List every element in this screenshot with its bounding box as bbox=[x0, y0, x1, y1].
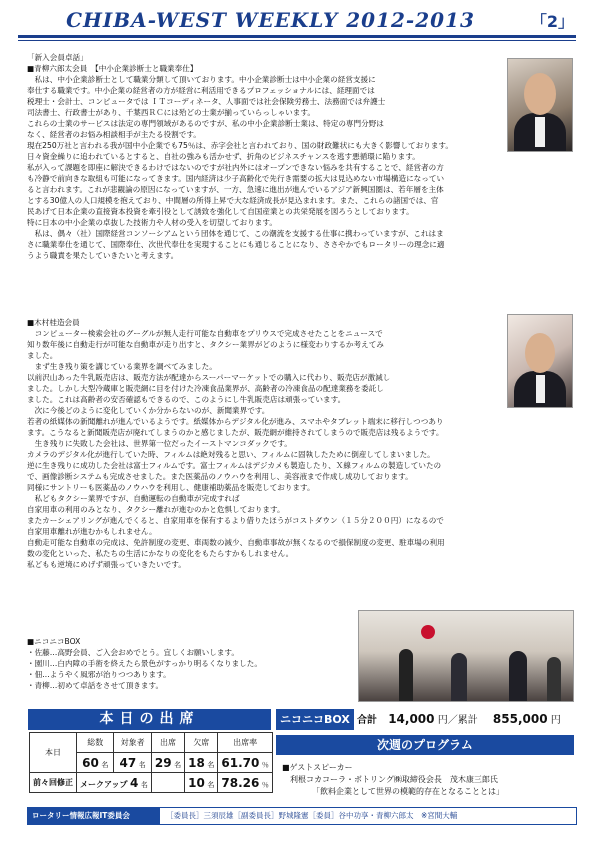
col-header: 出席率 bbox=[218, 733, 273, 753]
paragraph-line: 民あげて日本企業の直接資本投資を牽引役として誘致を強化して自国産業との共栄発展を図ろうとしております。 bbox=[27, 207, 414, 216]
guest-speaker-label: ■ゲストスピーカー bbox=[282, 763, 353, 772]
box-total-row bbox=[276, 709, 574, 730]
meeting-photo bbox=[358, 610, 574, 702]
box-cumulative: 855,000 bbox=[492, 712, 548, 726]
paragraph-line: ます。こうなると新聞販売店が廃れてしまうのかと感じましたが、販売網が維持されてしまうので販売店は残るようです。 bbox=[27, 428, 444, 437]
paragraph-line: も冷静で前向きな取組も可能になってきます。国内経済は少子高齢化で先行き需要の拡大は見込めない市場構造になってい bbox=[27, 174, 445, 183]
paragraph-line: ました。これは高齢者の安否確認もできるので、このようにし牛乳販売店は頑張っています。 bbox=[27, 395, 346, 404]
paragraph-line: うよう職責を果たしていきたいと考えます。 bbox=[27, 251, 179, 260]
paragraph-line: とする30億人の人口規模を抱えており、中間層の所得上昇で大な経済成長が見込まれます。また、これらの諸国では、官 bbox=[27, 196, 439, 205]
paragraph-line: 私は、偶々（社）国際経営コンソーシアムという団体を通じて、この潮流を支援する仕事に携わっていますが、これはま bbox=[27, 229, 444, 238]
prev-absent-count: 10 名 bbox=[185, 773, 218, 793]
next-program-title: 次週のプログラム bbox=[276, 735, 574, 755]
paragraph-line: 私どもも逆境にめげず頑張っていきたいです。 bbox=[27, 560, 186, 569]
total-count: 60 名 bbox=[77, 753, 114, 773]
person-shape bbox=[399, 649, 413, 701]
talk-title: 「飲料企業として世界の模範的存在となることとは」 bbox=[312, 787, 504, 796]
shirt-shape bbox=[536, 375, 545, 403]
prev-empty-cell bbox=[151, 773, 184, 793]
col-header: 欠席 bbox=[185, 733, 218, 753]
paragraph-line: 私どもタクシー業界ですが、自動運転の自動車が完成すれば bbox=[27, 494, 240, 503]
prev-rate: 78.26 ％ bbox=[218, 773, 273, 793]
nikoniko-heading: ■ニコニコBOX bbox=[27, 637, 81, 646]
speaker-photo-kimura bbox=[507, 314, 573, 408]
paragraph-line: 数の変化といった、私たちの生活にかなりの変化をもたらすかもしれません。 bbox=[27, 549, 294, 558]
box-today-value: 14,000 bbox=[388, 712, 435, 726]
nikoniko-line: ・園川…白内障の手術を終えたら景色がすっかり明るくなりました。 bbox=[27, 659, 262, 668]
paragraph-line: 生き残りに失敗した会社は、世界第一位だったイーストマンコダックです。 bbox=[27, 439, 292, 448]
header-rule bbox=[18, 35, 576, 38]
face-shape bbox=[525, 333, 555, 373]
paragraph-line: 現在250万社と言われる我が国中小企業でも75％は、赤字会社と言われており、国の財政難状にも大きく影響しております。 bbox=[27, 141, 454, 150]
makeup-count: メークアップ 4 名 bbox=[77, 773, 152, 793]
nikoniko-line: ・佃…ようやく風邪が治りつつあります。 bbox=[27, 670, 171, 679]
absent-count: 18 名 bbox=[185, 753, 218, 773]
paragraph-line: 私が入って課題を即座に解決できるわけではないのですが社内外にはオープンできない悩みを共有することで、経営者の方 bbox=[27, 163, 444, 172]
today-label: 本日 bbox=[30, 733, 77, 773]
page-number: 「2」 bbox=[530, 12, 574, 31]
box-unit-1: 円／累計 bbox=[437, 715, 478, 726]
paragraph-line: 次に今後どのように変化していくか分からないのが、新聞業界です。 bbox=[27, 406, 270, 415]
paragraph-line: 司法書士、行政書士があり、千葉西ＲＣには殆どの士業が揃っていらっしゃいます。 bbox=[27, 108, 315, 117]
paragraph-line: で、画像診断システムも完成させました。また医薬品のノウハウを利用し、美容液まで作成し成功しております。 bbox=[27, 472, 413, 481]
paragraph-line: これらの士業のサービスは法定の専門領域があるのですが、私の中小企業診断士業は、特定の専門分野は bbox=[27, 119, 384, 128]
paragraph-line: ると言われます。これが悲観論の原因になっていますが、一方、急速に進出が進んでいるアジア新興国圏は、若年層を主体 bbox=[27, 185, 444, 194]
section-heading: 「新入会員卓話」 bbox=[27, 53, 88, 62]
masthead bbox=[18, 6, 576, 36]
committee-footer bbox=[27, 807, 577, 825]
paragraph-line: 同様にサントリーも医薬品のノウハウを利用し、健康補助薬品を販売しております。 bbox=[27, 483, 315, 492]
paragraph-line: カメラのデジタル化が進行していた時、フィルムは絶対残ると思い、フィルムに固執したために倒産してしまいました。 bbox=[27, 450, 435, 459]
paragraph-line: またカーシェアリングが進んでくると、自家用車を保有するより借りたほうがコストダウン（１５分２００円）になるので bbox=[27, 516, 444, 525]
flag-sun-shape bbox=[421, 625, 435, 639]
face-shape bbox=[524, 73, 556, 115]
col-header: 対象者 bbox=[114, 733, 151, 753]
col-header: 総数 bbox=[77, 733, 114, 753]
nikoniko-line: ・佐藤…高野会員、ご入会おめでとう。宜しくお願いします。 bbox=[27, 648, 240, 657]
paragraph-line: コンピューター検索会社のグーグルが無人走行可能な自動車をプリウスで完成させたことをニュースで bbox=[27, 329, 383, 338]
header-rule-thin bbox=[18, 40, 576, 41]
committee-name: ロータリー情報広報IT委員会 bbox=[28, 808, 160, 824]
paragraph-line: 税理士・会計士、コンピュータでは ＩＴコーディネータ、人事面では社会保険労務士、法務面では弁護士 bbox=[27, 97, 386, 106]
attendance-title: 本日の出席 bbox=[28, 709, 271, 730]
shirt-shape bbox=[535, 117, 545, 147]
paragraph-line: 私は、中小企業診断士として職業分類して頂いております。中小企業診断士は中小企業の経営支援に bbox=[27, 75, 376, 84]
committee-members: ［委員長］三須辰雄［副委員長］野城隆憲［委員］谷中功享・青柳六郎太 ※宮間大輔 bbox=[166, 811, 458, 820]
paragraph-line: 日々資金繰りに追われているとすると、自社の強みも活かせず、折角のビジネスチャンスを逃す悪循環に陥ります。 bbox=[27, 152, 420, 161]
attendance-rate: 61.70 ％ bbox=[218, 753, 273, 773]
guest-speaker-name: 利根コカコーラ・ボトリング㈱取締役会長 茂木康三郎氏 bbox=[290, 775, 498, 784]
paragraph-line: ました。しかし大型冷蔵庫と販売網に目を付けた冷凍食品業界が、高齢者の冷凍食品の配達業務を委託し bbox=[27, 384, 384, 393]
paragraph-line: なく、経営者のお悩み相談相手が主たる役割です。 bbox=[27, 130, 201, 139]
present-count: 29 名 bbox=[151, 753, 184, 773]
paragraph-line: 以前沢山あった牛乳販売店は、販売方法が配達からスーパーマーケットでの購入に代わり、販売店が激減し bbox=[27, 373, 391, 382]
paragraph-line: 若者の紙媒体の新聞離れが進んでいるようです。紙媒体からデジタル化が進み、スマホやタブレット端末に移行しつつあり bbox=[27, 417, 444, 426]
box-total-label: ニコニコBOX bbox=[276, 709, 354, 730]
attendance-table bbox=[29, 732, 273, 793]
box-today-label: 合計 bbox=[357, 715, 378, 726]
paragraph-line: まず生き残り策を講じている業界を調べてみました。 bbox=[27, 362, 217, 371]
paragraph-line: ました。 bbox=[27, 351, 58, 360]
paragraph-line: 自家用車の利用のみとなり、タクシー離れが進むのかと危惧しております。 bbox=[27, 505, 285, 514]
person-shape bbox=[547, 657, 561, 701]
speaker-title-2: ■木村桂造会員 bbox=[27, 318, 80, 327]
person-shape bbox=[451, 653, 467, 701]
col-header: 出席 bbox=[151, 733, 184, 753]
paragraph-line: 特に日本の中小企業の卓抜した技術力や人材の受入を切望しております。 bbox=[27, 218, 277, 227]
box-unit-2: 円 bbox=[550, 715, 561, 726]
speaker-title: ■青柳六郎太会員 【中小企業診断士と職業奉仕】 bbox=[27, 64, 198, 73]
nikoniko-line: ・青柳…初めて卓話をさせて頂きます。 bbox=[27, 681, 164, 690]
paragraph-line: 知り数年後に自動走行が可能な自動車が走り出すと、タクシー業界がどのように様変わりするか考えてみ bbox=[27, 340, 384, 349]
paragraph-line: 自動走可能な自動車の完成は、免許制度の変更、車両数の減少、自動車事故が無くなるので損保制度の変更、駐車場の利用 bbox=[27, 538, 445, 547]
paragraph-line: 自家用車離れが進むかもしれません。 bbox=[27, 527, 157, 536]
newsletter-title: CHIBA-WEST WEEKLY 2012-2013 bbox=[66, 8, 475, 32]
paragraph-line: 逆に生き残りに成功した会社は富士フィルムです。富士フィルムはデジカメも製造したり、Ｘ線フィルムの製造していたの bbox=[27, 461, 442, 470]
speaker-photo-aoyagi bbox=[507, 58, 573, 152]
prev-correction-label: 前々回修正 bbox=[30, 773, 77, 793]
person-shape bbox=[509, 651, 527, 701]
paragraph-line: さに職業奉仕を通じて、国際奉仕、次世代奉仕を実現することにも通じることになり、ささやかでもロータリーの理念に適 bbox=[27, 240, 445, 249]
eligible-count: 47 名 bbox=[114, 753, 151, 773]
paragraph-line: 奉仕する職業です。中小企業の経営者の方が経営に利活用できるプロフェッショナルには、経理面では bbox=[27, 86, 375, 95]
